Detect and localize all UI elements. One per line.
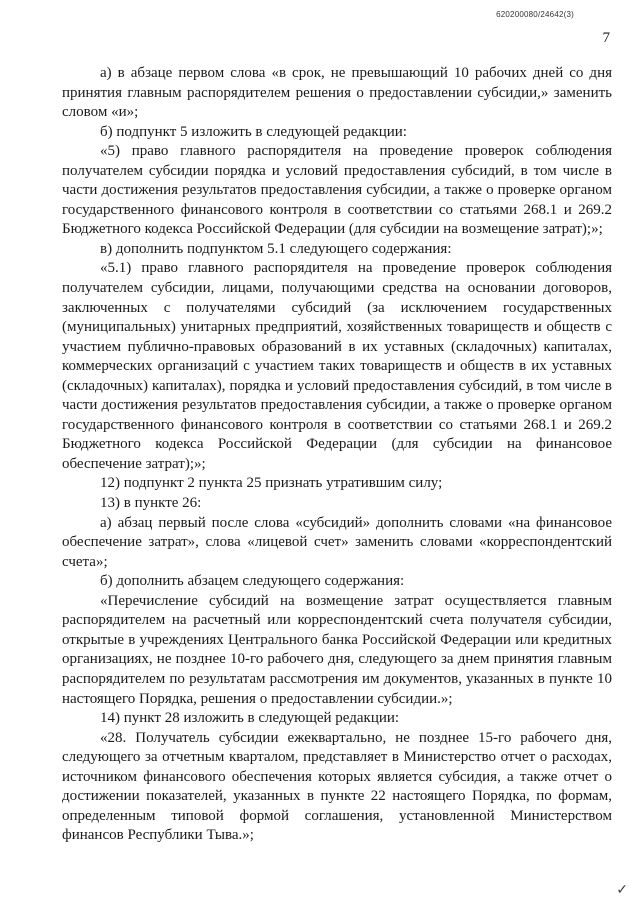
paragraph-subpoint-5-1-heading: в) дополнить подпунктом 5.1 следующего содержания: [100,240,452,257]
document-body [62,64,612,846]
paragraph-subpoint-5-1-text: «5.1) право главного распорядителя на проведение проверок соблюдения получателем субсидии, лицами, получающими средства на основании договоров, заключенных с получателями субсидий (за исключением государственных (муниципальных) унитарных предприятий, хозяйственных товариществ и обществ с участием публично-правовых образований в их уставных (складочных) капиталах, коммерческих организаций с участием таких товариществ и обществ в их уставных (складочных) капиталах), порядка и условий предоставления субсидий, в том числе в части достижения результатов предоставления субсидии, а также о проверке органом государственного финансового контроля в соответствии со статьями 268.1 и 269.2 Бюджетного кодекса Российской Федерации (для субсидии на финансовое обеспечение затрат);»; [62,260,612,472]
paragraph-amend-first-abzac: а) в абзаце первом слова «в срок, не превышающий 10 рабочих дней со дня принятия главным распорядителем решения о предоставлении субсидии,» заменить словом «и»; [62,65,612,121]
paragraph-item-13: 13) в пункте 26: [100,495,202,512]
paragraph-item-13-a: а) абзац первый после слова «субсидий» дополнить словами «на финансовое обеспечение затрат», слова «лицевой счет» заменить словами «корреспондентский счета»; [62,514,612,570]
paragraph-point-28-text: «28. Получатель субсидии ежеквартально, не позднее 15-го рабочего дня, следующего за отчетным кварталом, представляет в Министерство отчет о расходах, источником финансового обеспечения которых является субсидия, а также отчет о достижении показателей, указанных в пункте 22 настоящего Порядка, по формам, определенным типовой формой соглашения, установленной Министерством финансов Республики Тыва.»; [62,729,612,844]
paragraph-item-12: 12) подпункт 2 пункта 25 признать утратившим силу; [100,475,443,492]
paragraph-item-14: 14) пункт 28 изложить в следующей редакции: [100,710,400,727]
paragraph-subpoint-5-text: «5) право главного распорядителя на проведение проверок соблюдения получателем субсидии порядка и условий предоставления субсидий, в том числе в части достижения результатов предоставления субсидии, а также о проверке органом государственного финансового контроля в соответствии со статьями 268.1 и 269.2 Бюджетного кодекса Российской Федерации (для субсидии на возмещение затрат);»; [62,143,612,238]
paragraph-item-13-b: б) дополнить абзацем следующего содержания: [100,573,405,590]
check-mark-icon: ✓ [616,883,628,898]
paragraph-subsidy-transfer: «Перечисление субсидий на возмещение затрат осуществляется главным распорядителем на расчетный или корреспондентский счета получателя субсидии, открытые в учреждениях Центрального банка Российской Федерации или кредитных организациях, не позднее 10-го рабочего дня, следующего за днем принятия главным распорядителем по результатам рассмотрения им документов, указанных в пункте 10 настоящего Порядка, решения о предоставлении субсидии.»; [62,592,612,707]
paragraph-subpoint-5-heading: б) подпункт 5 изложить в следующей редакции: [100,123,407,140]
document-code: 620200080/24642(3) [496,10,574,19]
page-number: 7 [602,30,610,46]
